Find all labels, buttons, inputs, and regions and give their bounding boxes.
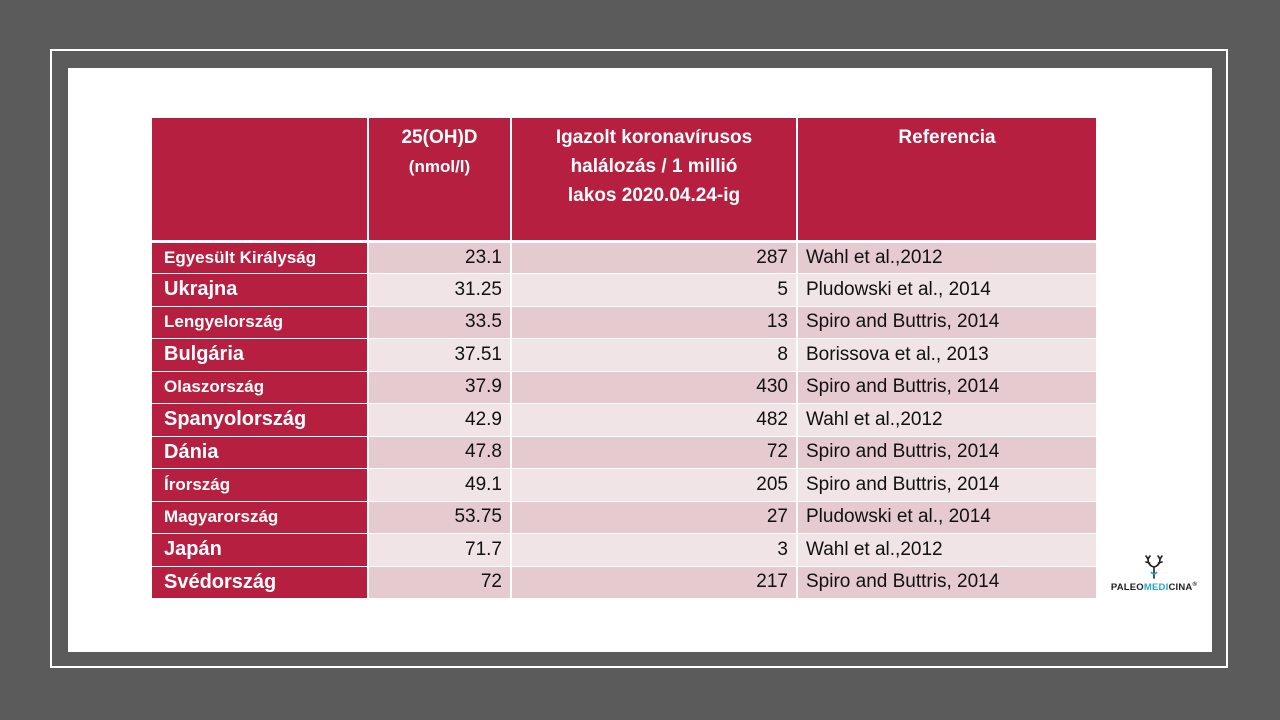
cell-vitamin-d: 49.1 — [368, 469, 511, 502]
cell-reference: Pludowski et al., 2014 — [797, 274, 1096, 307]
cell-deaths: 3 — [511, 534, 797, 567]
cell-vitamin-d: 71.7 — [368, 534, 511, 567]
cell-country: Magyarország — [152, 501, 368, 534]
cell-country: Egyesült Királyság — [152, 241, 368, 274]
table-row — [152, 404, 1096, 437]
table-row — [152, 371, 1096, 404]
logo-registered-mark: ® — [1192, 582, 1198, 588]
table-row — [152, 274, 1096, 307]
cell-deaths: 72 — [511, 436, 797, 469]
cell-deaths: 205 — [511, 469, 797, 502]
cell-reference: Wahl et al.,2012 — [797, 404, 1096, 437]
header-vitamin-d — [368, 118, 511, 241]
cell-reference: Spiro and Buttris, 2014 — [797, 306, 1096, 339]
cell-vitamin-d: 33.5 — [368, 306, 511, 339]
paleomedicina-logo — [1106, 554, 1202, 602]
cell-vitamin-d: 37.9 — [368, 371, 511, 404]
table-row — [152, 339, 1096, 372]
table-row — [152, 436, 1096, 469]
table-row — [152, 566, 1096, 599]
cell-country: Lengyelország — [152, 306, 368, 339]
cell-vitamin-d: 31.25 — [368, 274, 511, 307]
vitamin-d-covid-table — [152, 118, 1096, 599]
cell-deaths: 482 — [511, 404, 797, 437]
cell-deaths: 8 — [511, 339, 797, 372]
table-row — [152, 241, 1096, 274]
cell-vitamin-d: 42.9 — [368, 404, 511, 437]
cell-deaths: 430 — [511, 371, 797, 404]
cell-country: Dánia — [152, 436, 368, 469]
cell-reference: Spiro and Buttris, 2014 — [797, 371, 1096, 404]
cell-vitamin-d: 23.1 — [368, 241, 511, 274]
header-deaths — [511, 118, 797, 241]
table-row — [152, 306, 1096, 339]
logo-text-paleo: PALEO — [1110, 582, 1144, 594]
deer-antler-icon — [1142, 554, 1166, 580]
cell-deaths: 13 — [511, 306, 797, 339]
header-vitamin-d-line2: (nmol/l) — [408, 157, 471, 176]
logo-wordmark — [1106, 582, 1202, 593]
logo-text-medi: MEDI — [1143, 582, 1169, 594]
cell-vitamin-d: 53.75 — [368, 501, 511, 534]
header-reference — [797, 118, 1096, 241]
cell-reference: Wahl et al.,2012 — [797, 534, 1096, 567]
logo-text-cina: CINA — [1168, 582, 1193, 594]
header-deaths-line3: lakos 2020.04.24-ig — [567, 185, 741, 206]
cell-deaths: 5 — [511, 274, 797, 307]
cell-reference: Borissova et al., 2013 — [797, 339, 1096, 372]
cell-country: Ukrajna — [152, 274, 368, 307]
table-header-row — [152, 118, 1096, 241]
cell-country: Japán — [152, 534, 368, 567]
cell-deaths: 287 — [511, 241, 797, 274]
table-body — [152, 241, 1096, 599]
header-deaths-line1: Igazolt koronavírusos — [555, 127, 753, 148]
cell-country: Spanyolország — [152, 404, 368, 437]
cell-reference: Pludowski et al., 2014 — [797, 501, 1096, 534]
cell-reference: Wahl et al.,2012 — [797, 241, 1096, 274]
cell-deaths: 217 — [511, 566, 797, 599]
cell-country: Írország — [152, 469, 368, 502]
header-deaths-line2: halálozás / 1 millió — [570, 156, 738, 177]
table-row — [152, 501, 1096, 534]
cell-reference: Spiro and Buttris, 2014 — [797, 436, 1096, 469]
cell-country: Bulgária — [152, 339, 368, 372]
header-country — [152, 118, 368, 241]
cell-vitamin-d: 72 — [368, 566, 511, 599]
cell-country: Olaszország — [152, 371, 368, 404]
header-vitamin-d-line1: 25(OH)D — [401, 127, 478, 148]
table-row — [152, 534, 1096, 567]
header-reference-label: Referencia — [898, 127, 996, 148]
table-row — [152, 469, 1096, 502]
cell-country: Svédország — [152, 566, 368, 599]
cell-vitamin-d: 47.8 — [368, 436, 511, 469]
cell-reference: Spiro and Buttris, 2014 — [797, 566, 1096, 599]
cell-vitamin-d: 37.51 — [368, 339, 511, 372]
cell-reference: Spiro and Buttris, 2014 — [797, 469, 1096, 502]
cell-deaths: 27 — [511, 501, 797, 534]
